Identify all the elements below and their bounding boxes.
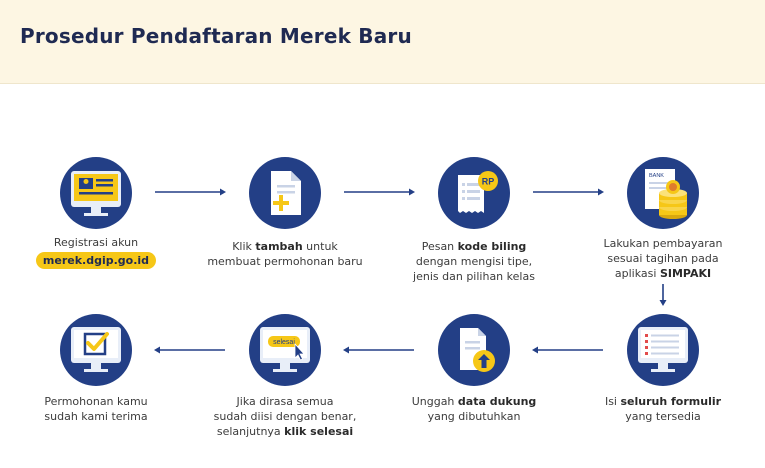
page-title: Prosedur Pendaftaran Merek Baru	[20, 24, 412, 48]
step-caption: Jika dirasa semua sudah diisi dengan benar, selanjutnya klik selesai	[213, 395, 357, 438]
upload-document-icon	[438, 314, 510, 386]
step-formulir	[578, 314, 748, 424]
arrow-left-icon	[150, 344, 230, 356]
step-caption: Registrasi akun merek.dgip.go.id	[11, 235, 181, 269]
registration-link[interactable]: merek.dgip.go.id	[36, 252, 156, 269]
step-caption: Lakukan pembayaran sesuai tagihan pada aplikasi SIMPAKI	[603, 237, 723, 280]
arrow-left-icon	[339, 344, 419, 356]
arrow-down-icon	[657, 282, 669, 308]
step-caption: Pesan kode biling dengan mengisi tipe, jenis dan pilihan kelas	[413, 240, 535, 283]
step-diterima	[11, 314, 181, 424]
arrow-right-icon	[339, 186, 419, 198]
accepted-check-icon	[60, 314, 132, 386]
bank-payment-icon	[627, 157, 699, 229]
arrow-right-icon	[528, 186, 608, 198]
step-caption: Permohonan kamu sudah kami terima	[44, 395, 148, 423]
registration-computer-icon	[60, 157, 132, 229]
receipt-icon	[438, 157, 510, 229]
bank-label: BANK	[649, 173, 664, 179]
page-header	[0, 0, 765, 84]
arrow-left-icon	[528, 344, 608, 356]
step-kode-biling	[389, 157, 559, 284]
submit-screen-icon	[249, 314, 321, 386]
step-caption: Klik tambah untuk membuat permohonan baru	[207, 240, 363, 268]
currency-badge: RP	[481, 176, 495, 187]
step-registrasi	[11, 157, 181, 269]
add-document-icon	[249, 157, 321, 229]
form-checklist-icon	[627, 314, 699, 386]
step-caption: Isi seluruh formulir yang tersedia	[604, 395, 722, 423]
selesai-button-label: selesai	[273, 339, 295, 346]
arrow-right-icon	[150, 186, 230, 198]
step-selesai	[200, 314, 370, 439]
step-tambah	[200, 157, 370, 269]
step-caption: Unggah data dukung yang dibutuhkan	[411, 395, 537, 423]
step-pembayaran	[578, 157, 748, 281]
step-unggah	[389, 314, 559, 424]
